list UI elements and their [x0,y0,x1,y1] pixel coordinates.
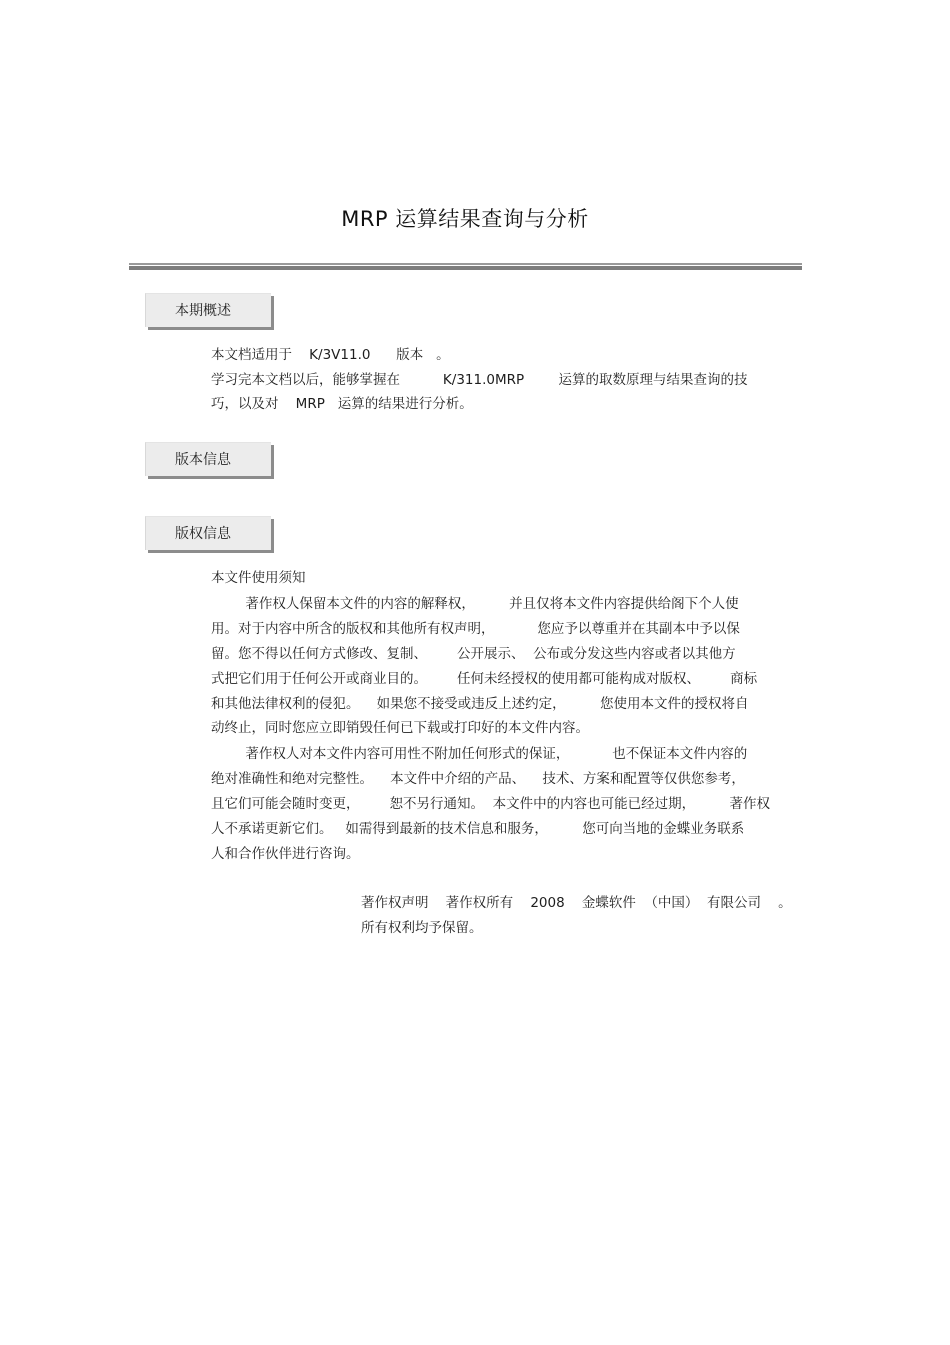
copyright-statement-line-1: 著作权声明 著作权所有 2008 金蝶软件 （中国） 有限公司 。 [361,895,792,911]
copyright-line-7: 动终止，同时您应立即销毁任何已下载或打印好的本文件内容。 [211,720,589,736]
divider-thick-line [129,266,802,270]
copyright-line-12: 人和合作伙伴进行咨询。 [211,846,360,862]
section-heading-version: 版本信息 [145,442,271,476]
copyright-line-3: 用。对于内容中所含的版权和其他所有权声明， 您应予以尊重并在其副本中予以保 [211,621,740,637]
divider-thin-line [129,263,802,265]
copyright-line-8: 著作权人对本文件内容可用性不附加任何形式的保证， 也不保证本文件内容的 [211,746,748,762]
overview-line-1: 本文档适用于 K/3V11.0 版本 。 [211,347,450,363]
section-heading-overview: 本期概述 [145,293,271,327]
overview-line-3: 巧，以及对 MRP 运算的结果进行分析。 [211,396,473,412]
copyright-line-10: 且它们可能会随时变更， 恕不另行通知。 本文件中的内容也可能已经过期， 著作权 [211,796,770,812]
copyright-line-9: 绝对准确性和绝对完整性。 本文件中介绍的产品、 技术、方案和配置等仅供您参考， [211,771,745,787]
copyright-line-2: 著作权人保留本文件的内容的解释权， 并且仅将本文件内容提供给阁下个人使 [211,596,739,612]
copyright-line-4: 留。您不得以任何方式修改、复制、 公开展示、 公布或分发这些内容或者以其他方 [211,646,736,662]
copyright-line-11: 人不承诺更新它们。 如需得到最新的技术信息和服务， 您可向当地的金蝶业务联系 [211,821,745,837]
section-heading-copyright: 版权信息 [145,516,271,550]
copyright-line-5: 式把它们用于任何公开或商业目的。 任何未经授权的使用都可能构成对版权、 商标 [211,671,758,687]
copyright-statement-line-2: 所有权利均予保留。 [361,920,483,936]
overview-line-2: 学习完本文档以后，能够掌握在 K/311.0MRP 运算的取数原理与结果查询的技 [211,372,748,388]
title-divider [129,263,802,271]
copyright-line-6: 和其他法律权利的侵犯。 如果您不接受或违反上述约定， 您使用本文件的授权将自 [211,696,749,712]
copyright-line-1: 本文件使用须知 [211,570,306,586]
document-title: MRP 运算结果查询与分析 [341,207,589,231]
